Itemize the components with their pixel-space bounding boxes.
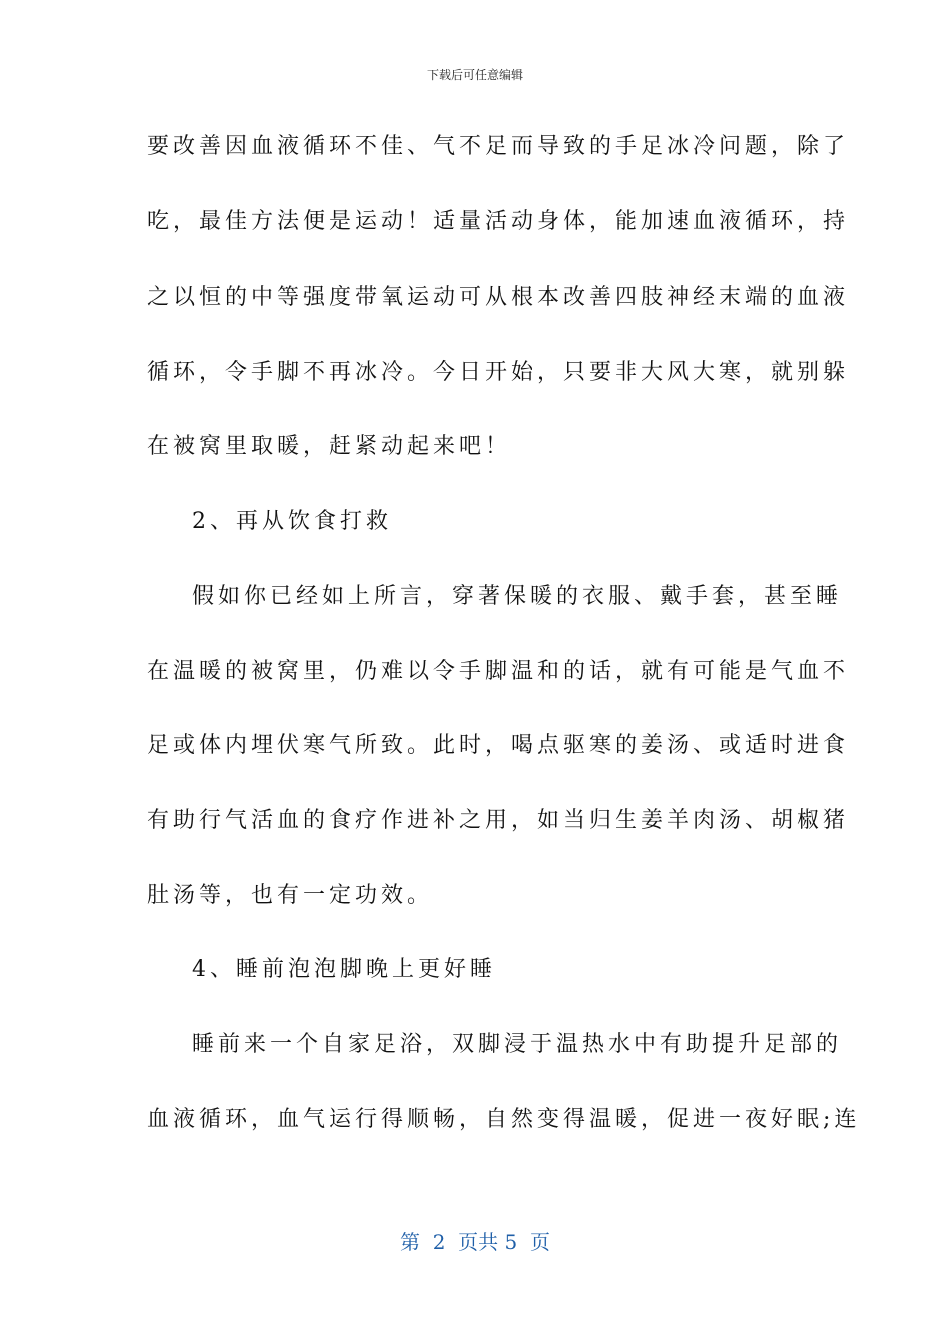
body-line-14: 血液循环，血气运行得顺畅，自然变得温暖，促进一夜好眠;连 [147, 1107, 861, 1132]
section-heading-2: 2、再从饮食打救 [192, 509, 392, 534]
page-header: 下载后可任意编辑 [426, 68, 523, 82]
body-line-8: 在温暖的被窝里，仍难以令手脚温和的话，就有可能是气血不 [147, 659, 850, 684]
body-line-4: 循环，令手脚不再冰冷。今日开始，只要非大风大寒，就别躲 [147, 360, 850, 385]
body-line-1: 要改善因血液循环不佳、气不足而导致的手足冰冷问题，除了 [147, 134, 850, 159]
section-heading-4: 4、睡前泡泡脚晚上更好睡 [192, 957, 496, 982]
body-line-9: 足或体内埋伏寒气所致。此时，喝点驱寒的姜汤、或适时进食 [147, 733, 850, 758]
body-line-3: 之以恒的中等强度带氧运动可从根本改善四肢神经末端的血液 [147, 285, 850, 310]
body-line-11: 肚汤等，也有一定功效。 [147, 883, 434, 908]
page-number-text: 第 2 页共 5 页 [400, 1230, 550, 1254]
body-line-13: 睡前来一个自家足浴，双脚浸于温热水中有助提升足部的 [192, 1032, 843, 1057]
body-line-10: 有助行气活血的食疗作进补之用，如当归生姜羊肉汤、胡椒猪 [147, 808, 850, 833]
body-line-2: 吃，最佳方法便是运动！适量活动身体，能加速血液循环，持 [147, 209, 850, 234]
page-footer [0, 1226, 950, 1255]
body-line-7: 假如你已经如上所言，穿著保暖的衣服、戴手套，甚至睡 [192, 584, 843, 609]
body-line-5: 在被窝里取暖，赶紧动起来吧！ [147, 434, 512, 459]
